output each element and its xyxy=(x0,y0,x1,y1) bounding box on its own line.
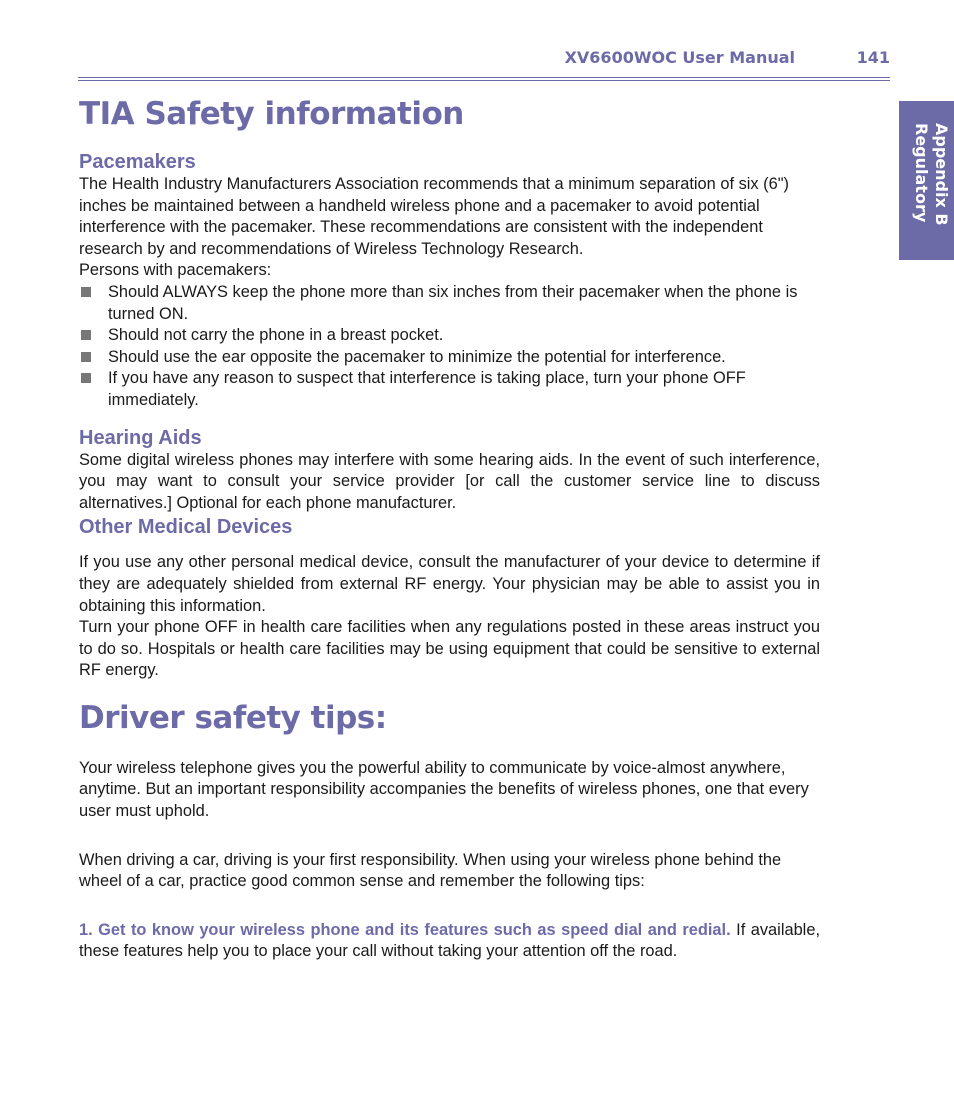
square-bullet-icon xyxy=(81,330,91,340)
tip-1-heading: 1. Get to know your wireless phone and its features such as speed dial and redial. xyxy=(79,920,731,939)
side-tab-label xyxy=(903,123,951,226)
driver-title: Driver safety tips: xyxy=(79,699,387,736)
driver-para-2: When driving a car, driving is your first responsibility. When using your wireless phone behind the wheel of a car, practice good common sense and remember the following tips: xyxy=(79,850,782,891)
pacemakers-intro: The Health Industry Manufacturers Association recommends that a minimum separation of six (6") inches be maintained between a handheld wireless phone and a pacemaker to avoid potential interference with the pacemaker. These recommendations are consistent with the independent research by and recommendations of Wireless Technology Research. xyxy=(79,175,790,258)
pacemakers-heading: Pacemakers xyxy=(79,151,196,173)
page-number: 141 xyxy=(856,48,890,67)
side-tab-line1: Appendix B xyxy=(932,123,951,226)
list-item: Should not carry the phone in a breast pocket. xyxy=(79,325,820,347)
other-medical-text-2: Turn your phone OFF in health care facilities when any regulations posted in these areas instruct you to do so. Hospitals or health care facilities may be using equipment that could be sensitive to external RF energy. xyxy=(79,618,820,680)
tia-title: TIA Safety information xyxy=(79,96,464,132)
header-rule xyxy=(78,77,890,81)
list-item: Should ALWAYS keep the phone more than six inches from their pacemaker when the phone is turned ON. xyxy=(79,282,820,325)
manual-title: XV6600WOC User Manual xyxy=(564,48,795,67)
other-medical-text-1: If you use any other personal medical device, consult the manufacturer of your device to determine if they are adequately shielded from external RF energy. Your physician may be able to assist you in obtaining this information. xyxy=(79,553,820,615)
page-header xyxy=(78,47,890,71)
pacemakers-persons-label: Persons with pacemakers: xyxy=(79,261,272,280)
appendix-side-tab xyxy=(899,101,954,260)
hearing-aids-text: Some digital wireless phones may interfere with some hearing aids. In the event of such interference, you may want to consult your service provider [or call the customer service line to discuss alternatives.] Optional for each phone manufacturer. xyxy=(79,450,820,512)
list-item: Should use the ear opposite the pacemaker to minimize the potential for interference. xyxy=(79,347,820,369)
driver-tip-1 xyxy=(79,920,820,963)
driver-para-1: Your wireless telephone gives you the powerful ability to communicate by voice-almost anywhere, anytime. But an important responsibility accompanies the benefits of wireless phones, one that every user must uphold. xyxy=(79,758,809,821)
hearing-aids-heading: Hearing Aids xyxy=(79,426,202,449)
list-item: If you have any reason to suspect that interference is taking place, turn your phone OFF immediately. xyxy=(79,368,820,411)
page-content xyxy=(79,96,820,963)
square-bullet-icon xyxy=(81,373,91,383)
side-tab-line2: Regulatory xyxy=(912,123,931,223)
tip-1-text: If available, these features help you to place your call without taking your attention off the road. xyxy=(79,920,820,961)
pacemaker-bullet-list xyxy=(79,282,820,412)
other-medical-heading: Other Medical Devices xyxy=(79,516,293,539)
square-bullet-icon xyxy=(81,287,91,297)
square-bullet-icon xyxy=(81,352,91,362)
